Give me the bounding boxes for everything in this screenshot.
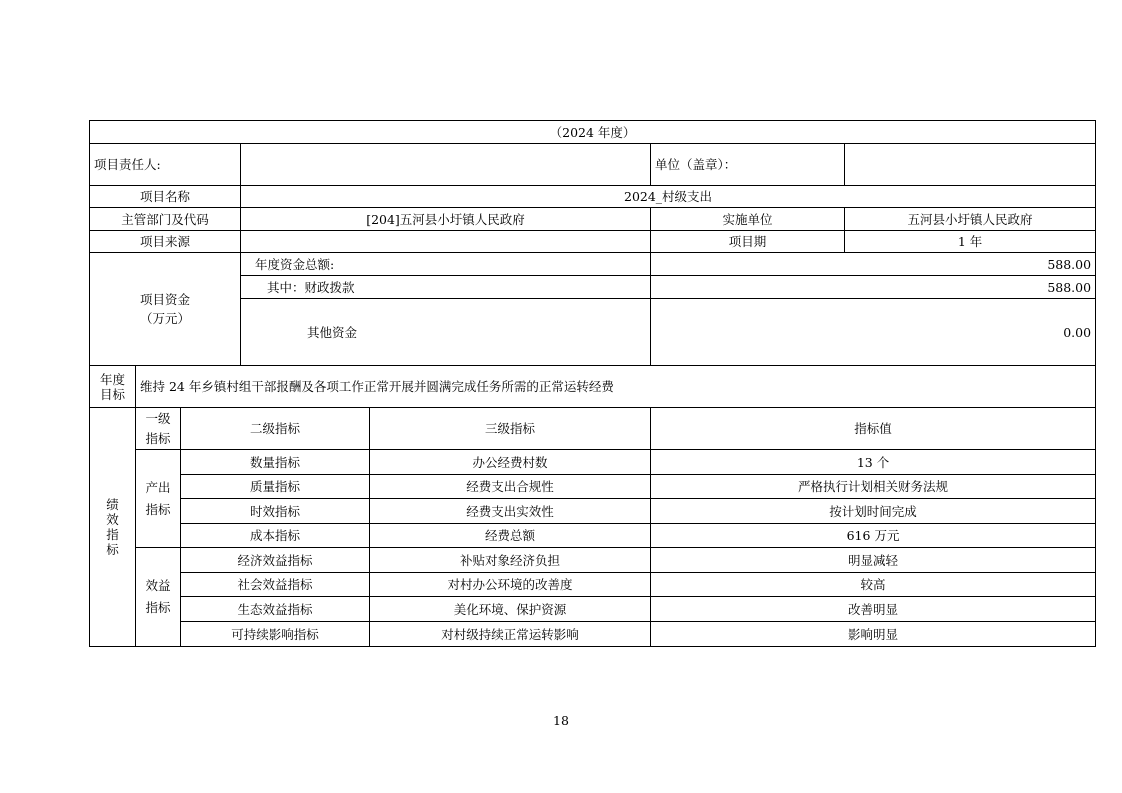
annual-total-value: 588.00: [651, 253, 1096, 276]
indicator-row: [90, 597, 1096, 622]
level3-cell: 对村级持续正常运转影响: [370, 622, 651, 647]
department-value: [204]五河县小圩镇人民政府: [241, 208, 651, 231]
performance-header-row: [90, 408, 1096, 450]
responsible-row: [90, 144, 1096, 186]
department-row: [90, 208, 1096, 231]
header-level2: 二级指标: [181, 408, 370, 450]
indicator-row: [90, 573, 1096, 597]
funds-fiscal-row: [90, 276, 1096, 299]
indicator-row: [90, 499, 1096, 524]
level2-cell: 可持续影响指标: [181, 622, 370, 647]
value-cell: 影响明显: [651, 622, 1096, 647]
annual-goal-text: 维持 24 年乡镇村组干部报酬及各项工作正常开展并圆满完成任务所需的正常运转经费: [136, 366, 1096, 408]
level3-cell: 补贴对象经济负担: [370, 548, 651, 573]
indicator-row: [90, 622, 1096, 647]
level2-cell: 经济效益指标: [181, 548, 370, 573]
responsible-value: [241, 144, 651, 186]
fiscal-allocation-label: 其中：财政拨款: [241, 276, 651, 299]
value-cell: 按计划时间完成: [651, 499, 1096, 524]
annual-goal-row: [90, 366, 1096, 408]
level3-cell: 美化环境、保护资源: [370, 597, 651, 622]
fiscal-allocation-value: 588.00: [651, 276, 1096, 299]
source-row: [90, 231, 1096, 253]
project-funds-label: [90, 253, 241, 366]
page-number: 18: [553, 713, 569, 728]
project-name-value: 2024_村级支出: [241, 186, 1096, 208]
responsible-label: 项目责任人:: [90, 144, 241, 186]
unit-seal-value: [845, 144, 1096, 186]
funds-label-line1: 项目资金: [139, 292, 190, 307]
level2-cell: 质量指标: [181, 475, 370, 499]
implementing-unit-value: 五河县小圩镇人民政府: [845, 208, 1096, 231]
value-cell: 13 个: [651, 450, 1096, 475]
value-cell: 明显减轻: [651, 548, 1096, 573]
project-source-label: 项目来源: [90, 231, 241, 253]
value-cell: 较高: [651, 573, 1096, 597]
benefit-indicators-label: 效益指标: [136, 548, 181, 647]
output-indicators-label: 产出指标: [136, 450, 181, 548]
other-funds-label: 其他资金: [241, 299, 651, 366]
year-title: （2024 年度）: [90, 121, 1096, 144]
indicator-row: [90, 450, 1096, 475]
value-cell: 616 万元: [651, 524, 1096, 548]
annual-goal-label: 年度目标: [90, 366, 136, 408]
other-funds-value: 0.00: [651, 299, 1096, 366]
level3-cell: 经费支出合规性: [370, 475, 651, 499]
level2-cell: 成本指标: [181, 524, 370, 548]
header-level3: 三级指标: [370, 408, 651, 450]
indicator-row: [90, 524, 1096, 548]
year-row: [90, 121, 1096, 144]
performance-indicators-label: 绩效指标: [90, 408, 136, 647]
indicator-row: [90, 548, 1096, 573]
header-value: 指标值: [651, 408, 1096, 450]
unit-seal-label: 单位（盖章）：: [651, 144, 845, 186]
project-period-value: 1 年: [845, 231, 1096, 253]
project-name-row: [90, 186, 1096, 208]
performance-target-table: [89, 120, 1096, 647]
funds-label-line2: （万元）: [139, 311, 190, 326]
project-period-label: 项目期: [651, 231, 845, 253]
value-cell: 改善明显: [651, 597, 1096, 622]
indicator-row: [90, 475, 1096, 499]
value-cell: 严格执行计划相关财务法规: [651, 475, 1096, 499]
level2-cell: 社会效益指标: [181, 573, 370, 597]
funds-other-row: [90, 299, 1096, 366]
level3-cell: 经费总额: [370, 524, 651, 548]
level2-cell: 时效指标: [181, 499, 370, 524]
level3-cell: 经费支出实效性: [370, 499, 651, 524]
annual-total-label: 年度资金总额:: [241, 253, 651, 276]
level2-cell: 数量指标: [181, 450, 370, 475]
level2-cell: 生态效益指标: [181, 597, 370, 622]
project-name-label: 项目名称: [90, 186, 241, 208]
header-level1: 一级指标: [136, 408, 181, 450]
funds-total-row: [90, 253, 1096, 276]
project-source-value: [241, 231, 651, 253]
level3-cell: 对村办公环境的改善度: [370, 573, 651, 597]
department-label: 主管部门及代码: [90, 208, 241, 231]
implementing-unit-label: 实施单位: [651, 208, 845, 231]
level3-cell: 办公经费村数: [370, 450, 651, 475]
